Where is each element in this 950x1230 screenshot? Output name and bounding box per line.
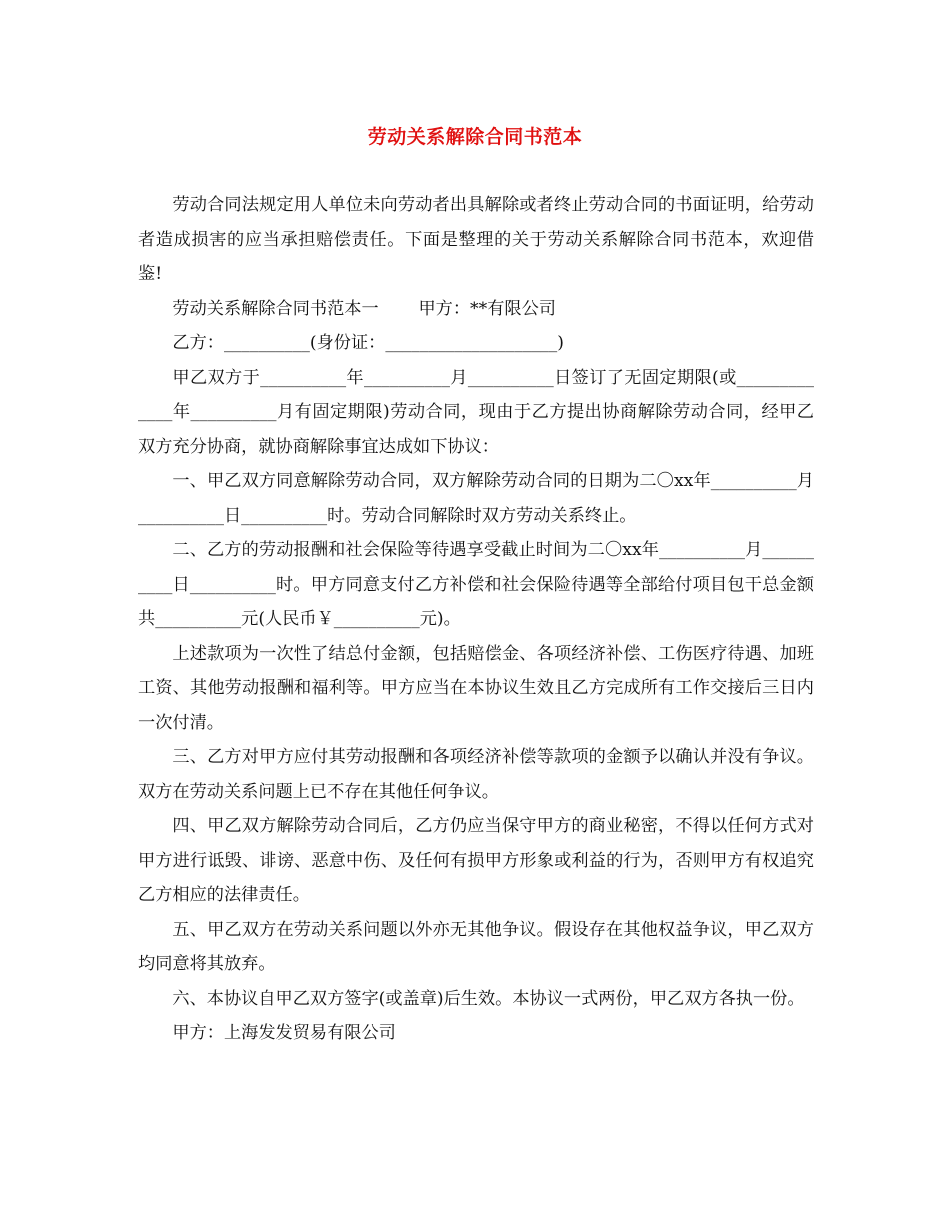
payment-details-paragraph: 上述款项为一次性了结总付金额，包括赔偿金、各项经济补偿、工伤医疗待遇、加班工资、其他劳动报酬和福利等。甲方应当在本协议生效且乙方完成所有工作交接后三日内一次付清。 [138, 643, 814, 733]
clause-6: 六、本协议自甲乙双方签字(或盖章)后生效。本协议一式两份，甲乙双方各执一份。 [172, 988, 805, 1009]
clause-5: 五、甲乙双方在劳动关系问题以外亦无其他争议。假设存在其他权益争议，甲乙双方均同意将其放弃。 [138, 919, 814, 974]
party-b-line: 乙方：__________(身份证：____________________) [172, 333, 564, 353]
clause-1: 一、甲乙双方同意解除劳动合同，双方解除劳动合同的日期为二〇xx年__________月__________日__________时。劳动合同解除时双方劳动关系终止。 [138, 471, 814, 526]
signature-party-a: 甲方：上海发发贸易有限公司 [172, 1023, 396, 1043]
document-title: 劳动关系解除合同书范本 [367, 126, 583, 148]
sample-heading-party-a: 劳动关系解除合同书范本一 甲方：**有限公司 [172, 298, 556, 319]
clause-2: 二、乙方的劳动报酬和社会保险等待遇享受截止时间为二〇xx年__________月__________日__________时。甲方同意支付乙方补偿和社会保险待遇等全部给付项目包干总金额共__________元(人民币￥__________元)。 [138, 540, 814, 629]
document-body [138, 188, 814, 1051]
clause-3: 三、乙方对甲方应付其劳动报酬和各项经济补偿等款项的金额予以确认并没有争议。双方在劳动关系问题上已不存在其他任何争议。 [138, 747, 814, 802]
contract-background-paragraph: 甲乙双方于__________年__________月__________日签订了无固定期限(或_____________年__________月有固定期限)劳动合同，现由于乙方提出协商解除劳动合同，经甲乙双方充分协商，就协商解除事宜达成如下协议： [138, 367, 814, 457]
clause-4: 四、甲乙双方解除劳动合同后，乙方仍应当保守甲方的商业秘密，不得以任何方式对甲方进行诋毁、诽谤、恶意中伤、及任何有损甲方形象或利益的行为，否则甲方有权追究乙方相应的法律责任。 [138, 816, 814, 905]
intro-paragraph: 劳动合同法规定用人单位未向劳动者出具解除或者终止劳动合同的书面证明，给劳动者造成损害的应当承担赔偿责任。下面是整理的关于劳动关系解除合同书范本，欢迎借鉴! [138, 195, 814, 284]
